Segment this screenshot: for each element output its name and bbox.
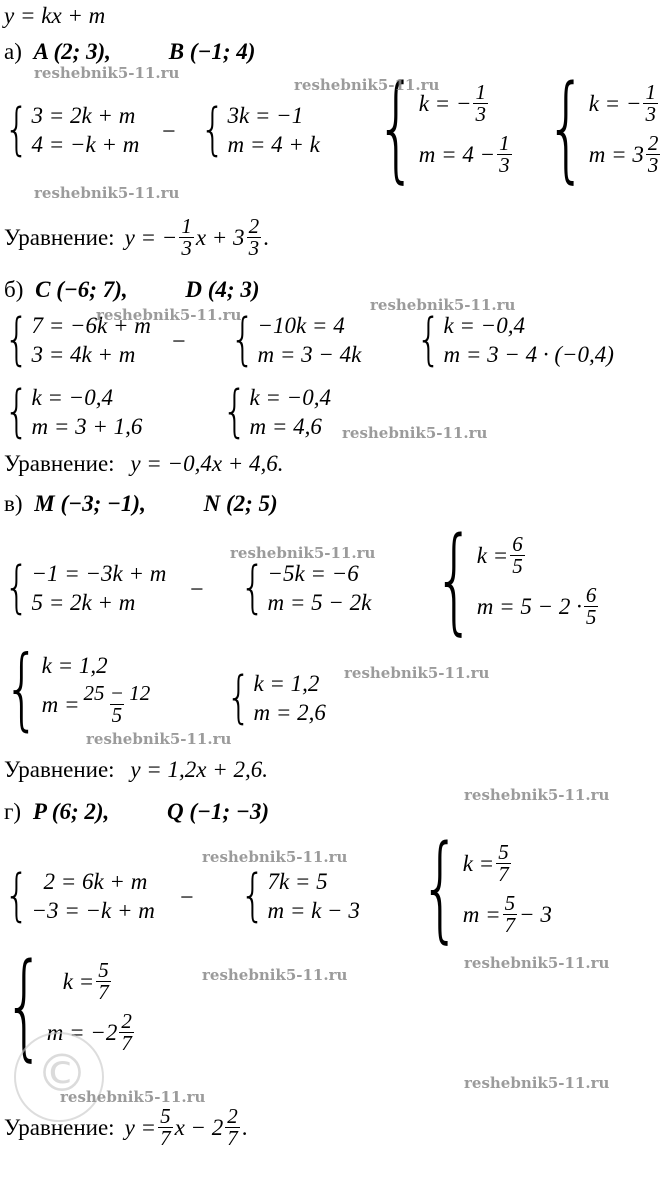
- watermark: reshebnik5-11.ru: [86, 730, 232, 748]
- equation: [463, 842, 552, 885]
- equation: 3 = 2k + m: [31, 103, 136, 128]
- answer-label: Уравнение:: [4, 757, 115, 782]
- fraction-numerator: 2: [121, 1009, 132, 1033]
- part-a-label: а): [4, 39, 22, 64]
- equation: m = 3 − 4 · (−0,4): [443, 342, 614, 367]
- fraction-numerator: 5: [98, 958, 109, 982]
- equation: 7 = −6k + m: [31, 313, 151, 338]
- equation: m = 4 + k: [227, 132, 320, 157]
- part-d-label: г): [4, 799, 22, 824]
- equation: [463, 893, 552, 936]
- equation: −10k = 4: [257, 313, 345, 338]
- eq-text: m = 4 −: [418, 142, 496, 167]
- equation: 2 = 6k + m: [43, 869, 148, 894]
- fraction-denominator: 5: [512, 554, 523, 578]
- part-c-system-5: { k = 1,2 m = 2,6: [226, 665, 326, 731]
- part-a-system-3: { k = − $\frac{1}{3}$ m = 4 − $\frac{1}{3}$: [376, 82, 514, 176]
- watermark: reshebnik5-11.ru: [96, 306, 242, 324]
- point-d: D (4; 3): [185, 277, 260, 302]
- equation: 3 = 4k + m: [31, 342, 136, 367]
- part-a-system-1: { 3 = 2k + m 4 = −k + m: [4, 97, 140, 163]
- equation: [589, 133, 662, 176]
- watermark: reshebnik5-11.ru: [464, 786, 610, 804]
- subtract-operator: −: [172, 329, 186, 355]
- eq-text: − 3: [519, 902, 552, 927]
- fraction-denominator: 7: [504, 913, 516, 937]
- fraction-numerator: 1: [475, 80, 486, 104]
- equation: m = 3 − 4k: [257, 342, 362, 367]
- fraction-denominator: 7: [227, 1126, 238, 1150]
- part-c-heading: [4, 492, 278, 515]
- point-q: Q (−1; −3): [167, 799, 269, 824]
- fraction-denominator: 7: [121, 1031, 132, 1055]
- answer-text: y = 1,2x + 2,6.: [130, 757, 269, 782]
- eq-text: k =: [62, 969, 95, 994]
- equation: m = 3 + 1,6: [31, 414, 143, 439]
- equation: m = k − 3: [267, 898, 360, 923]
- equation: 3k = −1: [227, 103, 304, 128]
- answer-text: y =: [124, 1115, 157, 1140]
- fraction-numerator: 2: [647, 131, 659, 155]
- subtract-operator: −: [162, 119, 176, 145]
- point-b: B (−1; 4): [168, 39, 256, 64]
- part-d-heading: [4, 800, 269, 823]
- copyright-icon: ©: [36, 1044, 88, 1104]
- equation: [477, 534, 601, 577]
- fraction-denominator: 3: [181, 236, 192, 260]
- part-b-system-3: { k = −0,4 m = 3 − 4 · (−0,4): [416, 307, 614, 373]
- equation: k = −0,4: [249, 385, 331, 410]
- part-c-system-3: { k = $\frac{6}{5}$ m = 5 − 2 · $\frac{6}{5}$: [434, 534, 600, 628]
- watermark: reshebnik5-11.ru: [202, 848, 348, 866]
- fraction-numerator: 6: [585, 583, 597, 607]
- fraction-denominator: 3: [475, 102, 486, 126]
- watermark: reshebnik5-11.ru: [34, 184, 180, 202]
- part-d-system-1: { 2 = 6k + m −3 = −k + m: [4, 863, 155, 929]
- fraction-denominator: 3: [647, 153, 659, 177]
- part-c-system-2: { −5k = −6 m = 5 − 2k: [240, 555, 372, 621]
- answer-label: Уравнение:: [4, 225, 115, 250]
- point-m: M (−3; −1),: [34, 491, 146, 516]
- part-b-system-2: { −10k = 4 m = 3 − 4k: [230, 307, 362, 373]
- fraction-denominator: 3: [645, 102, 656, 126]
- eq-text: k = −: [588, 91, 642, 116]
- part-c-system-4: { k = 1,2 m = $\frac{25 - 12}{5}$: [4, 654, 154, 726]
- watermark: reshebnik5-11.ru: [230, 544, 376, 562]
- equation: 4 = −k + m: [31, 132, 140, 157]
- fraction-numerator: 1: [645, 80, 656, 104]
- answer-text: y = −: [124, 225, 178, 250]
- answer-text: x − 2: [174, 1115, 224, 1140]
- part-b-system-4: { k = −0,4 m = 3 + 1,6: [4, 379, 143, 445]
- equation: −1 = −3k + m: [31, 561, 167, 586]
- equation: m = 5 − 2k: [267, 590, 372, 615]
- copyright-seal: [14, 1032, 104, 1122]
- equation: k = 1,2: [41, 653, 108, 678]
- equation: 5 = 2k + m: [31, 590, 136, 615]
- part-d-system-4: { k = $\frac{5}{7}$ m = −2 $\frac{2}{7}$: [4, 960, 136, 1054]
- eq-text: m =: [41, 692, 80, 717]
- point-p: P (6; 2),: [32, 799, 110, 824]
- fraction-numerator: 5: [504, 891, 516, 915]
- part-b-heading: [4, 278, 259, 301]
- eq-text: k =: [476, 543, 509, 568]
- point-c: C (−6; 7),: [35, 277, 128, 302]
- part-c-label: в): [4, 491, 23, 516]
- fraction-numerator: 1: [499, 131, 510, 155]
- part-b-label: б): [4, 277, 24, 302]
- fraction-numerator: 5: [498, 840, 509, 864]
- equation: [42, 683, 155, 726]
- equation: [47, 960, 136, 1003]
- header-formula: y = kx + m: [4, 3, 106, 28]
- part-c-system-1: { −1 = −3k + m 5 = 2k + m: [4, 555, 167, 621]
- answer-label: Уравнение:: [4, 451, 115, 476]
- fraction-numerator: 25 − 12: [83, 681, 151, 705]
- part-b-system-1: { 7 = −6k + m 3 = 4k + m: [4, 307, 151, 373]
- eq-text: m = −2: [46, 1020, 118, 1045]
- subtract-operator: −: [190, 577, 204, 603]
- fraction-denominator: 3: [248, 236, 260, 260]
- eq-text: m = 3: [588, 142, 644, 167]
- equation: m = 2,6: [253, 700, 326, 725]
- fraction-numerator: 2: [248, 214, 260, 238]
- part-b-answer: [4, 452, 284, 475]
- answer-end: .: [241, 1115, 248, 1140]
- equation: [419, 133, 514, 176]
- answer-label: Уравнение:: [4, 1115, 115, 1140]
- equation: [477, 585, 601, 628]
- fraction-denominator: 5: [585, 605, 597, 629]
- watermark: reshebnik5-11.ru: [60, 1088, 206, 1106]
- point-n: N (2; 5): [203, 491, 278, 516]
- watermark: reshebnik5-11.ru: [34, 64, 180, 82]
- fraction-denominator: 7: [98, 980, 109, 1004]
- fraction-numerator: 6: [512, 532, 523, 556]
- answer-text: x + 3: [195, 225, 245, 250]
- part-d-system-3: { k = $\frac{5}{7}$ m = $\frac{5}{7}$ − 3: [420, 822, 552, 956]
- eq-text: m = 5 − 2 ·: [476, 594, 582, 619]
- part-b-system-5: { k = −0,4 m = 4,6: [222, 379, 331, 445]
- equation: 7k = 5: [267, 869, 328, 894]
- equation: m = 4,6: [249, 414, 322, 439]
- part-a-system-2: { 3k = −1 m = 4 + k: [200, 97, 320, 163]
- part-c-answer: [4, 758, 268, 781]
- equation: k = −0,4: [443, 313, 525, 338]
- eq-text: k = −: [418, 91, 472, 116]
- watermark: reshebnik5-11.ru: [370, 296, 516, 314]
- fraction-numerator: 1: [181, 214, 192, 238]
- equation: k = 1,2: [253, 671, 320, 696]
- watermark: reshebnik5-11.ru: [342, 424, 488, 442]
- part-d-system-2: { 7k = 5 m = k − 3: [240, 863, 360, 929]
- equation: [589, 82, 662, 125]
- fraction-numerator: 2: [227, 1104, 238, 1128]
- fraction-denominator: 7: [498, 862, 509, 886]
- answer-text: y = −0,4x + 4,6.: [130, 451, 284, 476]
- point-a: A (2; 3),: [33, 39, 111, 64]
- part-a-answer: [4, 216, 269, 259]
- watermark: reshebnik5-11.ru: [294, 76, 440, 94]
- answer-end: .: [263, 225, 269, 250]
- equation: −3 = −k + m: [31, 898, 155, 923]
- part-a-heading: [4, 40, 255, 63]
- fraction-numerator: 5: [160, 1104, 171, 1128]
- watermark: reshebnik5-11.ru: [344, 664, 490, 682]
- watermark: reshebnik5-11.ru: [464, 1074, 610, 1092]
- part-a-system-4: { k = − $\frac{1}{3}$ m = 3 $\frac{2}{3}$: [546, 82, 662, 176]
- fraction-denominator: 7: [160, 1126, 171, 1150]
- fraction-denominator: 5: [111, 703, 123, 727]
- eq-text: k =: [462, 851, 495, 876]
- eq-text: m =: [462, 902, 501, 927]
- equation: k = −0,4: [31, 385, 113, 410]
- fraction-denominator: 3: [499, 153, 510, 177]
- equation: −5k = −6: [267, 561, 359, 586]
- watermark: reshebnik5-11.ru: [202, 966, 348, 984]
- watermark: reshebnik5-11.ru: [464, 954, 610, 972]
- subtract-operator: −: [180, 885, 194, 911]
